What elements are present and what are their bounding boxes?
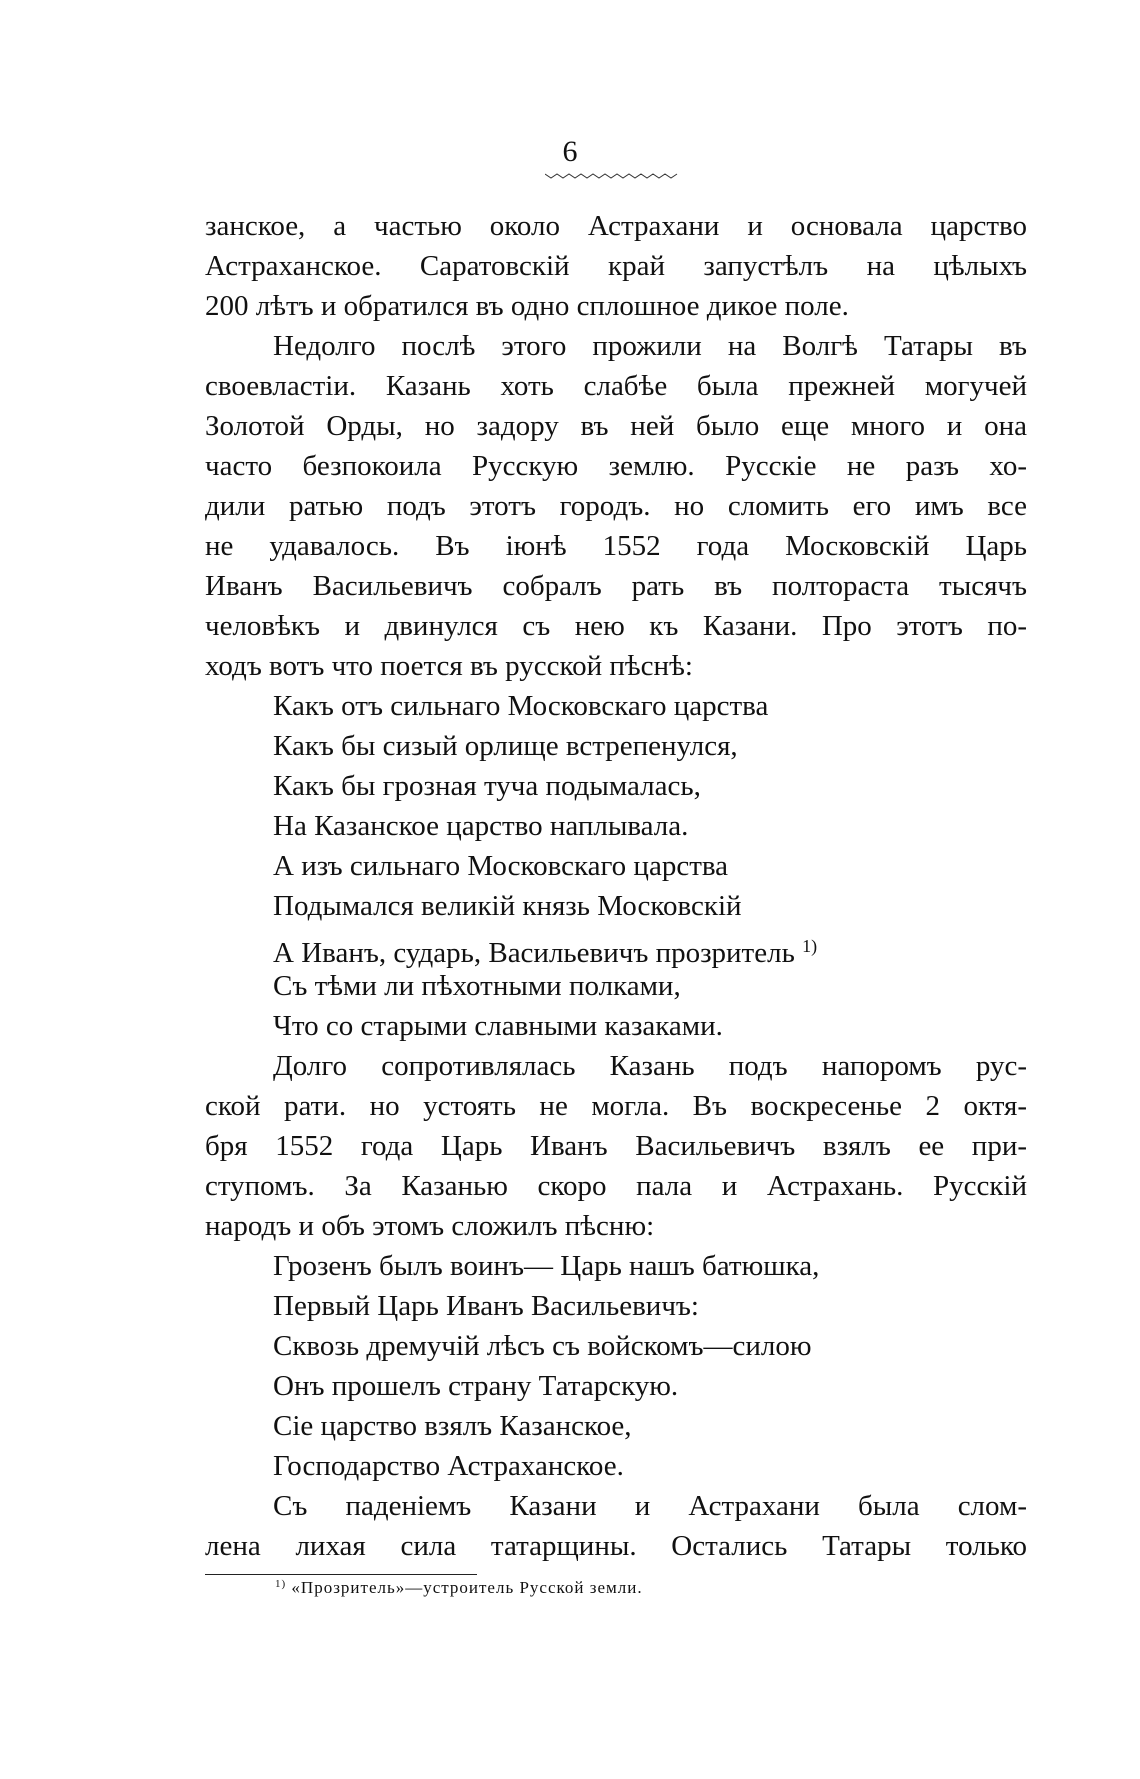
text-line: ступомъ. За Казанью скоро пала и Астрахань. Русскій (205, 1170, 1027, 1202)
text-line: ской рати. но устоять не могла. Въ воскресенье 2 октя- (205, 1090, 1027, 1122)
text-line: Астраханское. Саратовскій край запустѣлъ на цѣлыхъ (205, 250, 1027, 282)
verse-line: Какъ отъ сильнаго Московскаго царства (273, 690, 769, 722)
paragraph-1 (205, 206, 1027, 326)
verse-line: Господарство Астраханское. (273, 1450, 624, 1482)
paragraph-3 (205, 1046, 1027, 1246)
text-line: Иванъ Васильевичъ собралъ рать въ полтораста тысячъ (205, 570, 1027, 602)
verse-line-text: А Иванъ, сударь, Васильевичъ прозритель (273, 937, 795, 969)
text-line: своевластіи. Казань хоть слабѣе была прежней могучей (205, 370, 1027, 402)
text-line: часто безпокоила Русскую землю. Русскіе не разъ хо- (205, 450, 1027, 482)
paragraph-4 (205, 1486, 1027, 1566)
ornament-divider (545, 172, 680, 180)
verse-line: Первый Царь Иванъ Васильевичъ: (273, 1290, 699, 1322)
verse-line-with-footnote (205, 926, 1027, 969)
verse-line: На Казанское царство наплывала. (273, 810, 689, 842)
text-line: Золотой Орды, но задору въ ней было еще много и она (205, 410, 1027, 442)
text-line: занское, а частью около Астрахани и основала царство (205, 210, 1027, 242)
text-line: человѣкъ и двинулся съ нею къ Казани. Про этотъ по- (205, 610, 1027, 642)
page-number: 6 (562, 135, 578, 168)
verse-line: Какъ бы грозная туча подымалась, (273, 770, 701, 802)
verse-line: Съ тѣми ли пѣхотными полками, (273, 970, 681, 1002)
verse-line: Какъ бы сизый орлище встрепенулся, (273, 730, 738, 762)
song-2 (205, 1246, 1027, 1486)
verse-line: Что со старыми славными казаками. (273, 1010, 723, 1042)
paragraph-2 (205, 326, 1027, 686)
text-line: народъ и объ этомъ сложилъ пѣсню: (205, 1210, 655, 1242)
text-line: ходъ вотъ что поется въ русской пѣснѣ: (205, 650, 693, 682)
verse-line: Подымался великій князь Московскій (273, 890, 742, 922)
verse-line: Онъ прошелъ страну Татарскую. (273, 1370, 679, 1402)
text-line: 200 лѣтъ и обратился въ одно сплошное дикое поле. (205, 290, 849, 322)
footnote-marker: 1) (275, 1578, 287, 1590)
text-line: бря 1552 года Царь Иванъ Васильевичъ взялъ ее при- (205, 1130, 1027, 1162)
verse-line: Грозенъ былъ воинъ— Царь нашъ батюшка, (273, 1250, 820, 1282)
footnote-rule (205, 1574, 477, 1575)
song-1 (205, 686, 1027, 1046)
text-line: Съ паденіемъ Казани и Астрахани была слом- (273, 1490, 1027, 1522)
verse-line: Сіе царство взялъ Казанское, (273, 1410, 632, 1442)
footnote-marker: 1) (802, 936, 818, 956)
text-line: Долго сопротивлялась Казань подъ напоромъ рус- (273, 1050, 1027, 1082)
text-line: лена лихая сила татарщины. Остались Татары только (205, 1530, 1027, 1562)
footnote-text: «Прозритель»—устроитель Русской земли. (291, 1578, 643, 1597)
footnote (275, 1578, 643, 1598)
text-line: Недолго послѣ этого прожили на Волгѣ Татары въ (273, 330, 1027, 362)
verse-line: А изъ сильнаго Московскаго царства (273, 850, 729, 882)
body-text (205, 206, 1027, 1566)
text-line: не удавалось. Въ іюнѣ 1552 года Московскій Царь (205, 530, 1027, 562)
text-line: дили ратью подъ этотъ городъ. но сломить его имъ все (205, 490, 1027, 522)
verse-line: Сквозь дремучій лѣсъ съ войскомъ—силою (273, 1330, 812, 1362)
